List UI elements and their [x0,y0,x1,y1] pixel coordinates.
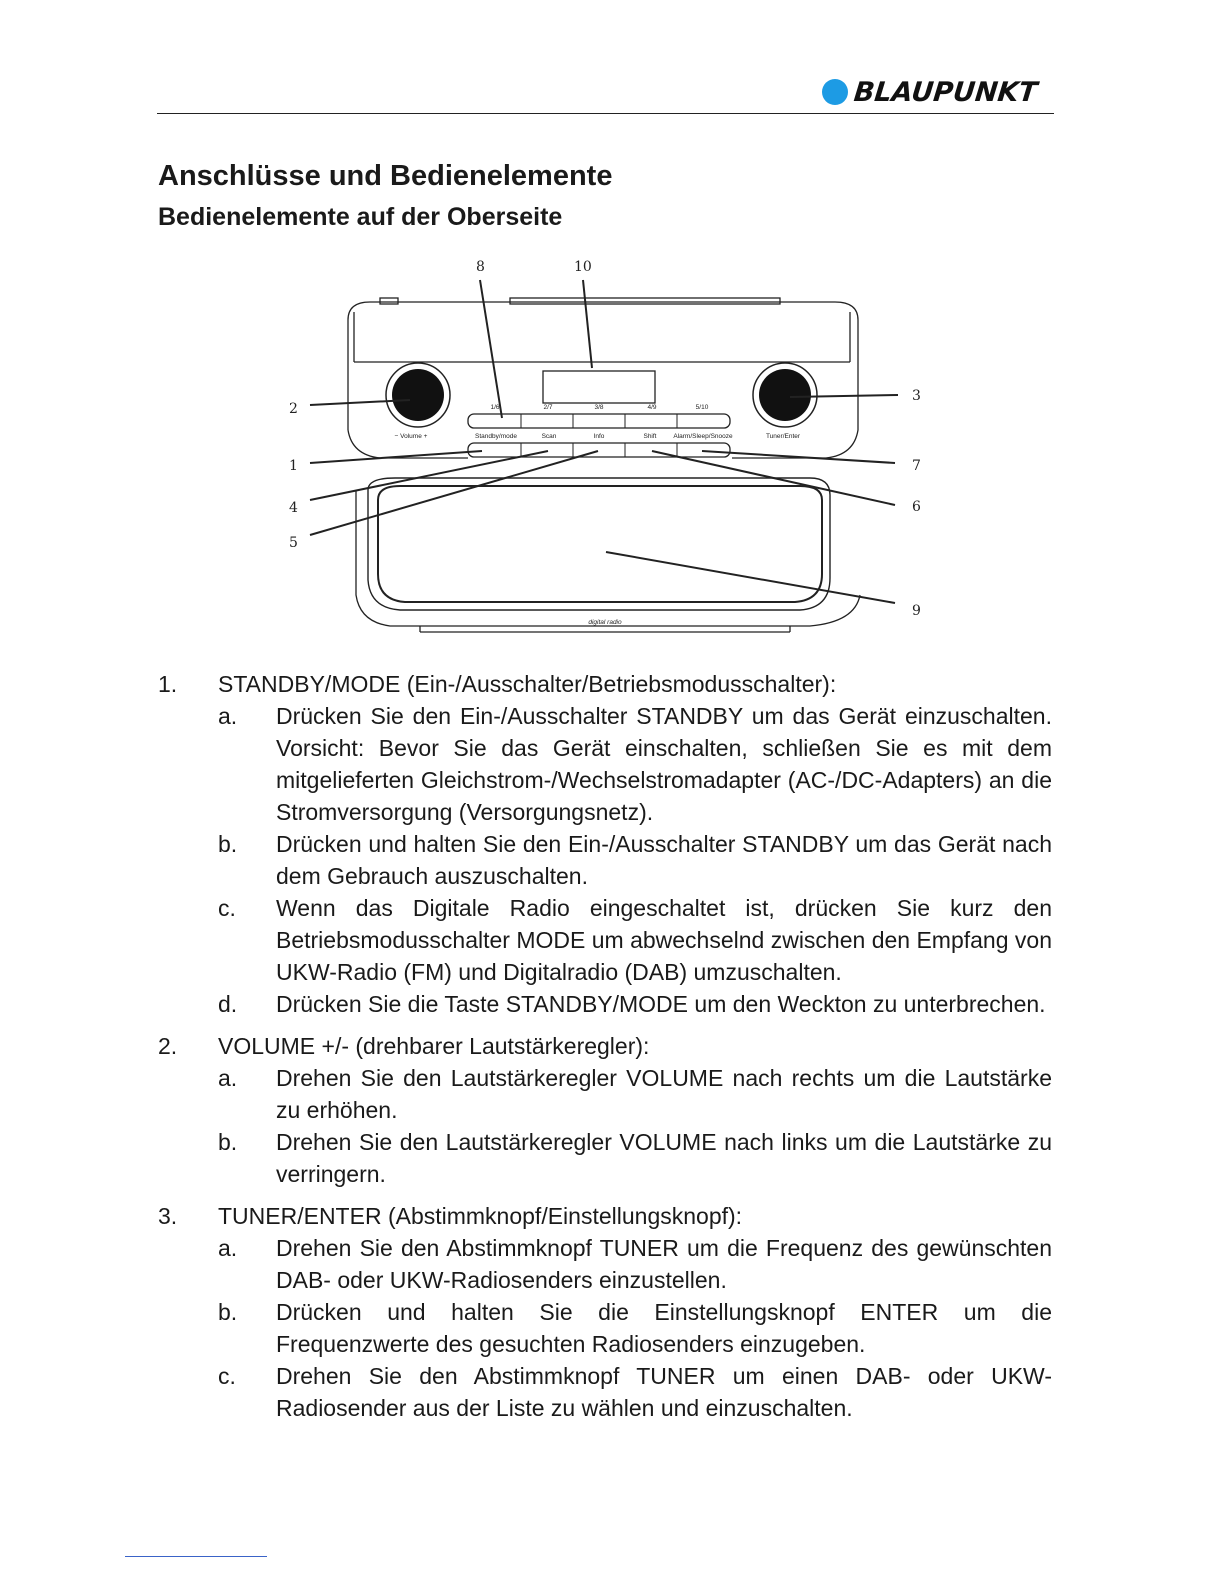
preset-label: 1/6 [490,404,500,411]
device-drawing [270,250,950,650]
list-item-letter: b. [218,831,238,857]
callout-number: 5 [289,535,298,551]
preset-label: 5/10 [695,404,709,411]
callout-number: 2 [289,401,298,417]
list-item [218,700,1052,828]
callout-number: 10 [574,259,592,275]
list-item-letter: c. [218,895,236,921]
leader-5 [310,451,598,535]
display-window [543,371,655,403]
list-item-text: Drehen Sie den Abstimmknopf TUNER um einen DAB- oder UKW-Radiosender aus der Liste zu wählen und einzuschalten. [276,1363,1052,1421]
function-label: Standby/mode [475,433,517,440]
footer-rule [125,1556,267,1557]
body-top-outline [348,302,858,362]
top-tab [380,298,398,304]
list-item-text: Drehen Sie den Abstimmknopf TUNER um die Frequenz des gewünschten DAB- oder UKW-Radiosenders einzustellen. [276,1235,1052,1293]
list-item-letter: a. [218,703,238,729]
leader-7 [702,451,895,463]
callout-number: 3 [912,388,921,404]
list-item-letter: a. [218,1235,238,1261]
callout-leaders [310,280,898,603]
function-labels [395,433,801,626]
device-diagram [270,250,950,650]
volume-knob [392,369,444,421]
base-ticks [420,626,790,632]
list-item-text: Drehen Sie den Lautstärkeregler VOLUME nach links um die Lautstärke zu verringern. [276,1129,1052,1187]
list-item-text: Drücken und halten Sie den Ein-/Ausschalter STANDBY um das Gerät nach dem Gebrauch auszuschalten. [276,831,1052,889]
preset-label: 4/9 [647,404,657,411]
list-item [218,1360,1052,1424]
leader-8 [480,280,502,418]
function-label: Info [593,433,605,440]
page-subtitle: Bedienelemente auf der Oberseite [158,203,563,231]
list-item-text: Wenn das Digitale Radio eingeschaltet ist, drücken Sie kurz den Betriebsmodusschalter MODE um abwechselnd zwischen den Empfang von UKW-Radio (FM) und Digitalradio (DAB) umzuschalten. [276,895,1052,985]
list-item-text: Drehen Sie den Lautstärkeregler VOLUME nach rechts um die Lautstärke zu erhöhen. [276,1065,1052,1123]
leader-10 [583,280,592,368]
section-standby-mode [158,668,1052,1020]
list-item-letter: c. [218,1363,236,1389]
preset-labels [490,404,708,411]
function-buttons-frame [468,443,730,457]
callout-number: 9 [912,603,921,619]
page-title: Anschlüsse und Bedienelemente [158,160,613,192]
list-item [218,828,1052,892]
list-item-letter: d. [218,991,238,1017]
callout-numbers [289,259,921,619]
preset-label: 2/7 [543,404,553,411]
function-label: Alarm/Sleep/Snooze [673,433,733,440]
list-item [218,988,1052,1020]
callout-number: 8 [476,259,485,275]
digital-radio-logo: digital radio [588,619,622,626]
header-divider [157,113,1054,114]
list-item-letter: a. [218,1065,238,1091]
callout-number: 4 [289,500,298,516]
function-label: Scan [541,433,557,440]
section-number: 2. [158,1033,178,1059]
instruction-list [158,668,1052,1434]
volume-label: − Volume + [394,433,428,440]
section-heading: STANDBY/MODE (Ein-/Ausschalter/Betriebsmodusschalter): [218,671,837,697]
brand-logo [822,76,1037,108]
list-item [218,1232,1052,1296]
section-tuner-enter [158,1200,1052,1424]
base-outline [356,490,860,626]
section-number: 3. [158,1203,178,1229]
list-item [218,1126,1052,1190]
list-item-text: Drücken Sie die Taste STANDBY/MODE um den Weckton zu unterbrechen. [276,991,1046,1017]
speaker-grille-inner [378,486,822,602]
list-item [218,1062,1052,1126]
list-item-text: Drücken Sie den Ein-/Ausschalter STANDBY um das Gerät einzuschalten. Vorsicht: Bevor Sie das Gerät einschalten, schließen Sie es mit dem mitgelieferten Gleichstrom-/Wechselstromadapter (AC-/DC-Adapters) an die Stromversorgung (Versorgungsnetz). [276,703,1052,825]
section-heading: TUNER/ENTER (Abstimmknopf/Einstellungsknopf): [218,1203,743,1229]
list-item [218,892,1052,988]
body-inner-lines [354,312,850,362]
tuner-knob [759,369,811,421]
callout-number: 1 [289,458,298,474]
callout-number: 7 [912,458,921,474]
preset-label: 3/8 [594,404,604,411]
list-item-letter: b. [218,1129,238,1155]
preset-buttons-frame [468,414,730,428]
function-label: Shift [643,433,657,440]
section-number: 1. [158,671,178,697]
callout-number: 6 [912,499,921,515]
list-item-letter: b. [218,1299,238,1325]
list-item-text: Drücken und halten Sie die Einstellungsknopf ENTER um die Frequenzwerte des gesuchten Radiosenders einzugeben. [276,1299,1052,1357]
list-item [218,1296,1052,1360]
top-bar [510,298,780,304]
leader-1 [310,451,482,463]
section-volume [158,1030,1052,1190]
function-label: Tuner/Enter [765,433,801,440]
section-heading: VOLUME +/- (drehbarer Lautstärkeregler): [218,1033,650,1059]
brand-dot-icon [822,79,848,105]
brand-name: BLAUPUNKT [852,76,1039,108]
leader-9 [606,552,895,603]
